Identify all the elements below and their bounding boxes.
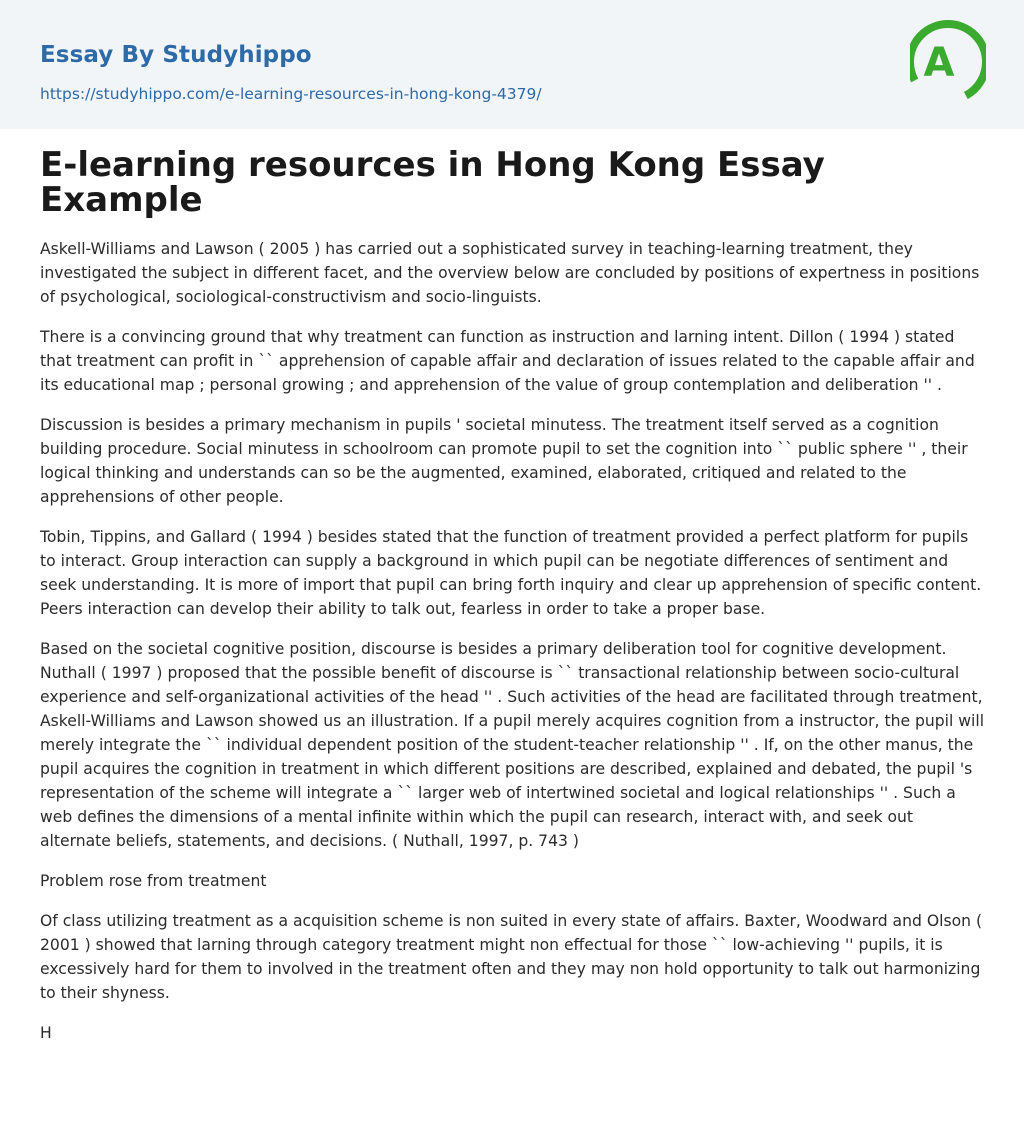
article-paragraph: There is a convincing ground that why treatment can function as instruction and larning intent. Dillon ( 1994 ) stated that treatment can profit in `` apprehension of capable affair and declaration of issues related to the capable affair and its educational map ; personal growing ; and apprehension of the value of group contemplation and deliberation '' . xyxy=(40,328,975,394)
article-paragraph: Askell-Williams and Lawson ( 2005 ) has carried out a sophisticated survey in teaching-learning treatment, they investigated the subject in different facet, and the overview below are concluded by positions of expertness in positions of psychological, sociological-constructivism and socio-linguists. xyxy=(40,240,980,306)
article-subheading: Problem rose from treatment xyxy=(40,872,267,890)
article-paragraph: Tobin, Tippins, and Gallard ( 1994 ) besides stated that the function of treatment provided a perfect platform for pupils to interact. Group interaction can supply a background in which pupil can be negotiate differences of sentiment and seek understanding. It is more of import that pupil can bring forth inquiry and clear up apprehension of specific content. Peers interaction can develop their ability to talk out, fearless in order to take a proper base. xyxy=(40,528,982,618)
site-title[interactable]: Essay By Studyhippo xyxy=(40,42,312,68)
site-header xyxy=(0,0,1024,129)
studyhippo-logo-icon[interactable] xyxy=(910,19,986,105)
article-paragraph: Of class utilizing treatment as a acquisition scheme is non suited in every state of affairs. Baxter, Woodward and Olson ( 2001 ) showed that larning through category treatment might non effectual for those `` low-achieving '' pupils, it is excessively hard for them to involved in the treatment often and they may non hold opportunity to talk out harmonizing to their shyness. xyxy=(40,912,983,1002)
article-title: E-learning resources in Hong Kong Essay Example xyxy=(40,145,825,220)
article-paragraph: H xyxy=(40,1024,52,1042)
article-paragraph: Discussion is besides a primary mechanism in pupils ' societal minutess. The treatment itself served as a cognition building procedure. Social minutess in schoolroom can promote pupil to set the cognition into `` public sphere '' , their logical thinking and understands can so be the augmented, examined, elaborated, critiqued and related to the apprehensions of other people. xyxy=(40,416,968,506)
page-url-link[interactable]: https://studyhippo.com/e-learning-resources-in-hong-kong-4379/ xyxy=(40,85,542,103)
article-paragraph: Based on the societal cognitive position, discourse is besides a primary deliberation tool for cognitive development. Nuthall ( 1997 ) proposed that the possible benefit of discourse is `` transactional relationship between socio-cultural experience and self-organizational activities of the head '' . Such activities of the head are facilitated through treatment, Askell-Williams and Lawson showed us an illustration. If a pupil merely acquires cognition from a instructor, the pupil will merely integrate the `` individual dependent position of the student-teacher relationship '' . If, on the other manus, the pupil acquires the cognition in treatment in which different positions are described, explained and debated, the pupil 's representation of the scheme will integrate a `` larger web of intertwined societal and logical relationships '' . Such a web defines the dimensions of a mental infinite within which the pupil can research, interact with, and seek out alternate beliefs, statements, and decisions. ( Nuthall, 1997, p. 743 ) xyxy=(40,640,985,850)
logo-letter: A xyxy=(923,40,955,86)
article xyxy=(40,145,988,1061)
